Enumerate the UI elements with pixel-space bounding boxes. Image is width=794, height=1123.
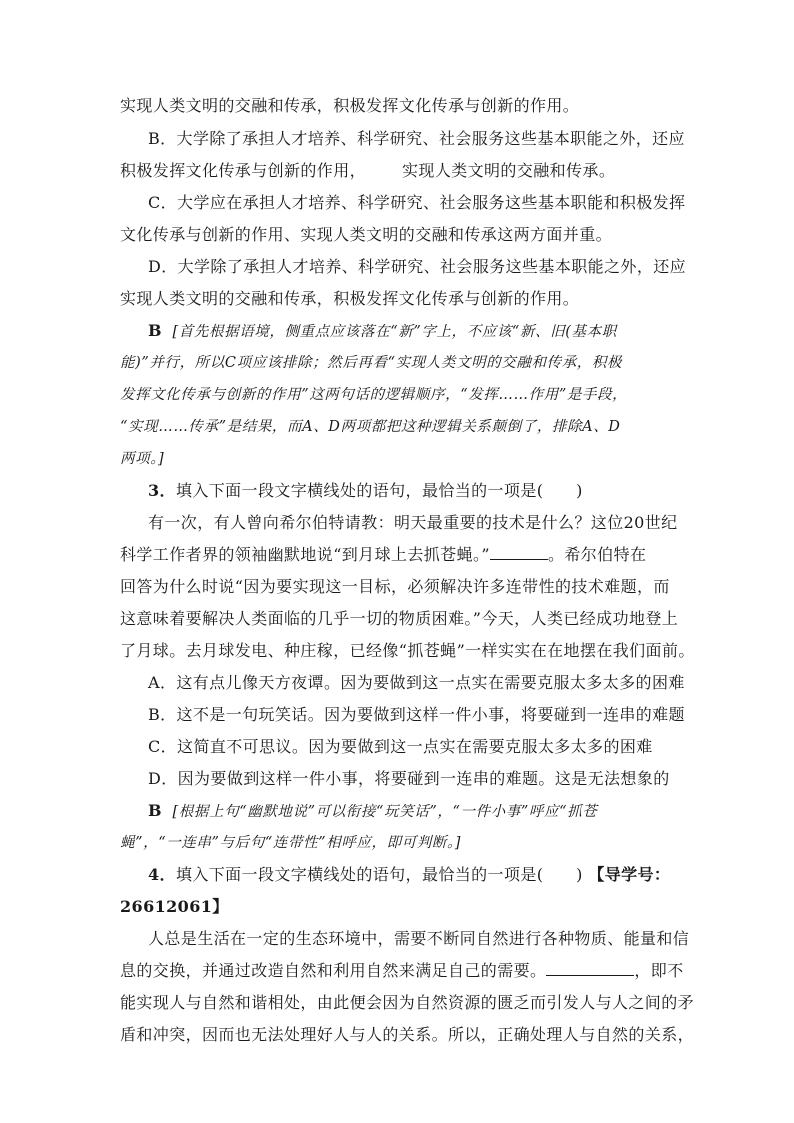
option-b-line2-part2: 实现人类文明的交融和传承。	[402, 161, 616, 180]
q3-option-b: B．这不是一句玩笑话。因为要做到这样一件小事，将要碰到一连串的难题	[148, 705, 685, 724]
option-c-line1: C．大学应在承担人才培养、科学研究、社会服务这些基本职能和积极发挥	[148, 193, 686, 212]
prev-answer-line4: “实现……传承”是结果，而A、D两项都把这种逻辑关系颠倒了，排除A、D	[120, 419, 621, 435]
q3-answer-key: B	[148, 801, 163, 820]
q4-passage-line4: 盾和冲突，因而也无法处理好人与人的关系。所以，正确处理人与自然的关系，	[120, 1025, 695, 1044]
fill-blank	[546, 961, 634, 976]
option-b-line2	[120, 161, 680, 181]
option-d-line2: 实现人类文明的交融和传承，积极发挥文化传承与创新的作用。	[120, 289, 580, 308]
q3-passage-line5: 了月球。去月球发电、种庄稼，已经像“抓苍蝇”一样实实在在地摆在我们面前。	[120, 641, 695, 660]
q4-ref-number: 26612061】	[120, 897, 229, 916]
q3-passage-line4: 这意味着要解决人类面临的几乎一切的物质困难。”今天，人类已经成功地登上	[120, 609, 679, 628]
q4-stem-text: 填入下面一段文字横线处的语句，最恰当的一项是( )	[175, 865, 583, 884]
prev-answer-line3: 发挥文化传承与创新的作用”这两句话的逻辑顺序，“发挥……作用”是手段，	[120, 387, 628, 403]
q3-stem-text: 填入下面一段文字横线处的语句，最恰当的一项是( )	[175, 481, 583, 500]
q4-passage-line1: 人总是生活在一定的生态环境中，需要不断同自然进行各种物质、能量和信	[148, 929, 690, 948]
prev-answer-line5: 两项。]	[120, 451, 165, 467]
q3-passage-line3: 回答为什么时说“因为要实现这一目标，必须解决许多连带性的技术难题，而	[120, 577, 670, 596]
option-a-tail: 实现人类文明的交融和传承，积极发挥文化传承与创新的作用。	[120, 96, 580, 115]
q3-passage-line1: 有一次，有人曾向希尔伯特请教：明天最重要的技术是什么？这位20世纪	[148, 513, 678, 532]
q4-ref-label: 【导学号：	[588, 865, 671, 884]
q3-option-a: A．这有点儿像天方夜谭。因为要做到这一点实在需要克服太多太多的困难	[148, 673, 685, 692]
q4-passage-line2-part2: ，即不	[634, 961, 684, 980]
q3-passage-line2-part1: 科学工作者界的领袖幽默地说“到月球上去抓苍蝇。”	[120, 545, 490, 564]
q4-stem	[148, 865, 708, 885]
q3-passage-line2	[120, 545, 680, 565]
q4-number: 4．	[148, 865, 176, 884]
fill-blank	[490, 545, 548, 560]
prev-answer-line1	[148, 321, 708, 342]
q3-answer-text: [根据上句“幽默地说”可以衔接“玩笑话”，“一件小事”呼应“抓苍	[172, 804, 598, 820]
q3-stem	[148, 481, 708, 501]
q4-passage-line3: 能实现人与自然和谐相处，由此便会因为自然资源的匮乏而引发人与人之间的矛	[120, 993, 695, 1012]
q3-number: 3．	[148, 481, 176, 500]
q3-answer-line2: 蝇”，“一连串”与后句“连带性”相呼应，即可判断。]	[120, 835, 462, 851]
option-d-line1: D．大学除了承担人才培养、科学研究、社会服务这些基本职能之外，还应	[148, 257, 687, 276]
answer-key: B	[148, 321, 163, 340]
prev-answer-line2: 能)”并行，所以C项应该排除；然后再看“实现人类文明的交融和传承，积极	[120, 355, 623, 371]
q3-option-c: C．这简直不可思议。因为要做到这一点实在需要克服太多太多的困难	[148, 737, 653, 756]
option-b-line1: B．大学除了承担人才培养、科学研究、社会服务这些基本职能之外，还应	[148, 129, 685, 148]
q3-passage-line2-part2: 。希尔伯特在	[547, 545, 647, 564]
q4-passage-line2	[120, 961, 684, 981]
option-c-line2: 文化传承与创新的作用、实现人类文明的交融和传承这两方面并重。	[120, 225, 613, 244]
q3-option-d: D．因为要做到这样一件小事，将要碰到一连串的难题。这是无法想象的	[148, 769, 670, 788]
option-b-line2-part1: 积极发挥文化传承与创新的作用，	[120, 161, 367, 180]
q3-answer-line1	[148, 801, 708, 822]
q4-passage-line2-part1: 息的交换，并通过改造自然和利用自然来满足自己的需要。	[120, 961, 547, 980]
answer-text: [首先根据语境，侧重点应该落在“新”字上，不应该“新、旧(基本职	[172, 324, 617, 340]
